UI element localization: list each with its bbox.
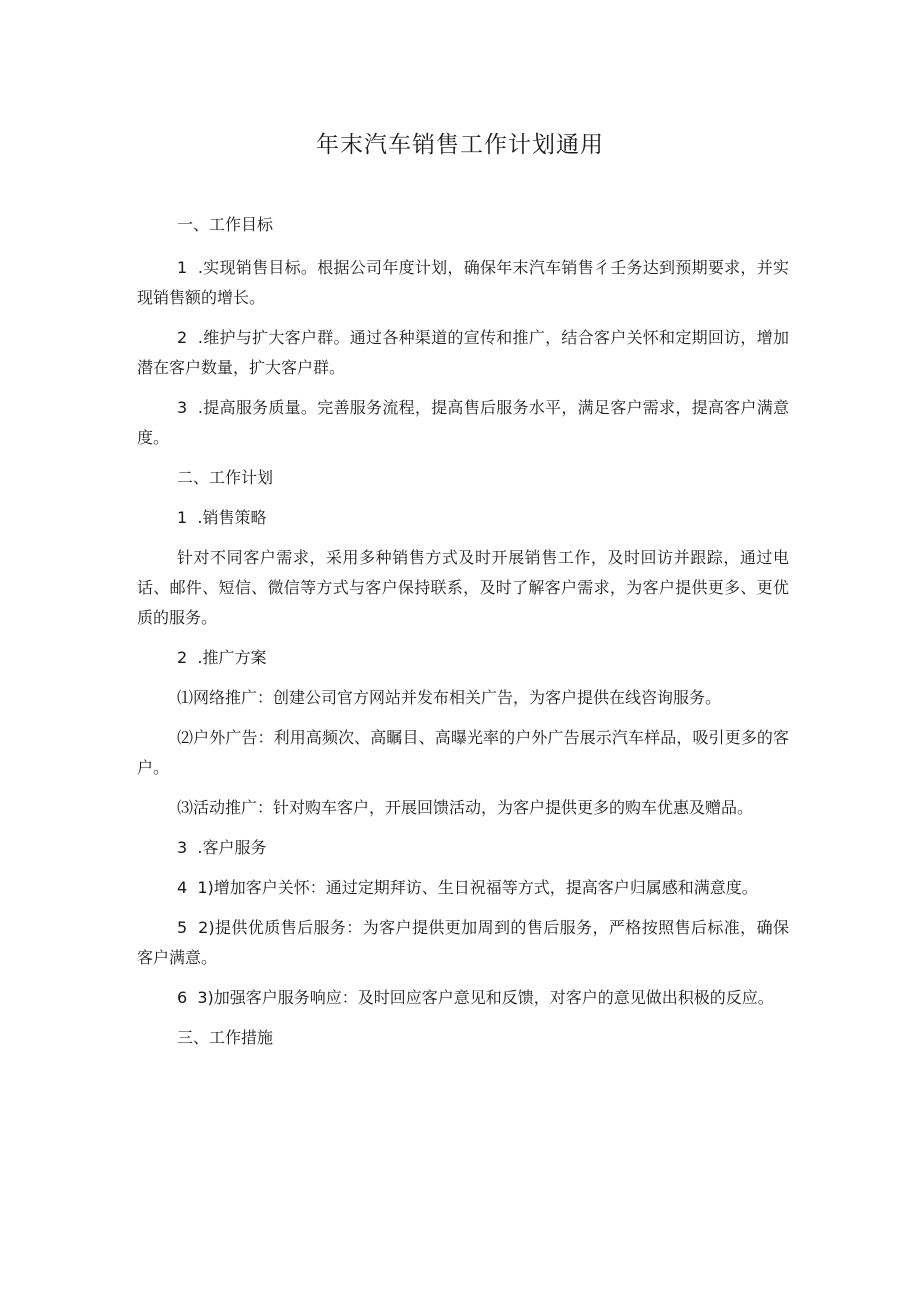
subheading-customer-service: 3 .客户服务: [177, 838, 267, 857]
paragraph-promotion-online: ⑴网络推广：创建公司官方网站并发布相关广告，为客户提供在线咨询服务。: [177, 688, 722, 707]
section-heading-goals: 一、工作目标: [177, 215, 274, 234]
document-title: 年末汽车销售工作计划通用: [316, 132, 604, 158]
section-heading-plan: 二、工作计划: [177, 468, 274, 487]
document-body: [137, 210, 789, 1053]
paragraph-goal-1: 1 .实现销售目标。根据公司年度计划，确保年末汽车销售彳壬务达到预期要求，并实现销售额的增长。: [137, 258, 789, 307]
paragraph-service-care: 4 1)增加客户关怀：通过定期拜访、生日祝福等方式，提高客户归属感和满意度。: [177, 878, 758, 897]
section-heading-measures: 三、工作措施: [177, 1028, 274, 1047]
subheading-promotion: 2 .推广方案: [177, 648, 267, 667]
paragraph-goal-3: 3 .提高服务质量。完善服务流程，提高售后服务水平，满足客户需求，提高客户满意度。: [137, 398, 789, 447]
paragraph-service-response: 6 3)加强客户服务响应：及时回应客户意见和反馈，对客户的意见做出积极的反应。: [177, 988, 774, 1007]
paragraph-goal-2: 2 .维护与扩大客户群。通过各种渠道的宣传和推广，结合客户关怀和定期回访，增加潜在客户数量，扩大客户群。: [137, 328, 789, 377]
subheading-sales-strategy: 1 .销售策略: [177, 508, 267, 527]
paragraph-promotion-outdoor: ⑵户外广告：利用高频次、高瞩目、高曝光率的户外广告展示汽车样品，吸引更多的客户。: [137, 728, 789, 777]
paragraph-sales-strategy: 针对不同客户需求，采用多种销售方式及时开展销售工作，及时回访并跟踪，通过电话、邮件、短信、微信等方式与客户保持联系，及时了解客户需求，为客户提供更多、更优质的服务。: [137, 548, 789, 627]
paragraph-service-aftersales: 5 2)提供优质售后服务：为客户提供更加周到的售后服务，严格按照售后标准，确保客户满意。: [137, 918, 789, 967]
paragraph-promotion-event: ⑶活动推广：针对购车客户，开展回馈活动，为客户提供更多的购车优惠及赠品。: [177, 798, 754, 817]
